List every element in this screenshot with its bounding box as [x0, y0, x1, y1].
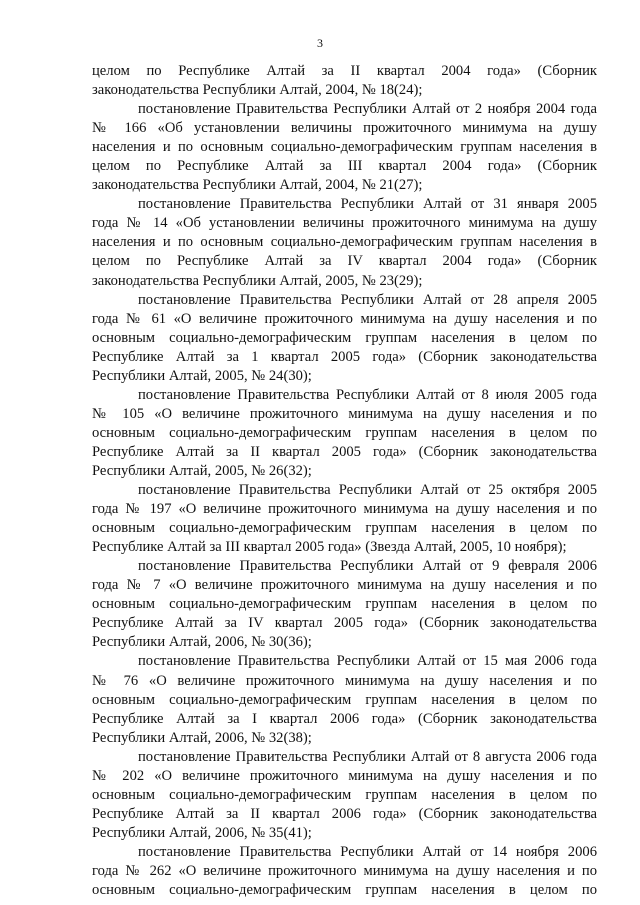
paragraph-resolution — [92, 291, 597, 386]
paragraph-resolution — [92, 100, 597, 195]
text-line: № 166 «Об установлении величины прожиточного минимума на душу — [92, 120, 597, 137]
text-line: Республике Алтай за IV квартал 2005 года» (Сборник законодательства — [92, 615, 597, 632]
paragraph-resolution — [92, 386, 597, 481]
text-line: законодательства Республики Алтай, 2005, № 23(29); — [92, 272, 423, 289]
text-line: постановление Правительства Республики Алтай от 28 апреля 2005 — [138, 291, 597, 308]
text-line: постановление Правительства Республики Алтай от 8 августа 2006 года — [138, 748, 597, 765]
text-line: года № 61 «О величине прожиточного минимума на душу населения и по — [92, 310, 597, 327]
text-line: постановление Правительства Республики Алтай от 9 февраля 2006 — [138, 558, 597, 575]
text-line: Республике Алтай за III квартал 2005 года» (Звезда Алтай, 2005, 10 ноября); — [92, 539, 567, 556]
text-line: Республики Алтай, 2005, № 24(30); — [92, 367, 312, 384]
text-line: Республики Алтай, 2006, № 35(41); — [92, 824, 312, 841]
text-line: Республике Алтай за II квартал 2006 года» (Сборник законодательства — [92, 805, 597, 822]
text-line: Республики Алтай, 2006, № 32(38); — [92, 729, 312, 746]
text-line: населения и по основным социально-демографическим группам населения в — [92, 234, 597, 251]
paragraph-resolution — [92, 748, 597, 843]
text-line: года № 7 «О величине прожиточного минимума на душу населения и по — [92, 577, 597, 594]
text-line: № 202 «О величине прожиточного минимума на душу населения и по — [92, 767, 597, 784]
text-line: населения и по основным социально-демографическим группам населения в — [92, 139, 597, 156]
text-line: законодательства Республики Алтай, 2004, № 18(24); — [92, 82, 423, 99]
text-line: постановление Правительства Республики Алтай от 31 января 2005 — [138, 196, 597, 213]
text-line: Республике Алтай за I квартал 2006 года» (Сборник законодательства — [92, 710, 597, 727]
page-number: 3 — [317, 36, 323, 50]
text-line: основным социально-демографическим группам населения в целом по — [92, 882, 597, 899]
text-line: № 105 «О величине прожиточного минимума на душу населения и по — [92, 405, 597, 422]
document-body — [92, 62, 597, 900]
text-line: основным социально-демографическим группам населения в целом по — [92, 786, 597, 803]
text-line: Республики Алтай, 2006, № 30(36); — [92, 634, 312, 651]
paragraph-resolution — [92, 557, 597, 652]
text-line: постановление Правительства Республики Алтай от 15 мая 2006 года — [138, 653, 597, 670]
paragraph-continuation — [92, 62, 597, 100]
text-line: основным социально-демографическим группам населения в целом по — [92, 424, 597, 441]
text-line: основным социально-демографическим группам населения в целом по — [92, 329, 597, 346]
text-line: № 76 «О величине прожиточного минимума на душу населения и по — [92, 672, 597, 689]
text-line: Республике Алтай за 1 квартал 2005 года» (Сборник законодательства — [92, 348, 597, 365]
paragraph-resolution — [92, 652, 597, 747]
paragraph-resolution — [92, 481, 597, 557]
text-line: основным социально-демографическим группам населения в целом по — [92, 691, 597, 708]
text-line: постановление Правительства Республики Алтай от 2 ноября 2004 года — [138, 101, 597, 118]
paragraph-resolution — [92, 843, 597, 900]
paragraph-resolution — [92, 195, 597, 290]
text-line: законодательства Республики Алтай, 2004, № 21(27); — [92, 177, 423, 194]
text-line: года № 262 «О величине прожиточного минимума на душу населения и по — [92, 862, 597, 879]
text-line: основным социально-демографическим группам населения в целом по — [92, 596, 597, 613]
text-line: целом по Республике Алтай за IV квартал 2004 года» (Сборник — [92, 253, 597, 270]
text-line: постановление Правительства Республики Алтай от 25 октября 2005 — [138, 482, 597, 499]
text-line: Республике Алтай за II квартал 2005 года» (Сборник законодательства — [92, 443, 597, 460]
text-line: Республики Алтай, 2005, № 26(32); — [92, 462, 312, 479]
text-line: года № 197 «О величине прожиточного минимума на душу населения и по — [92, 501, 597, 518]
text-line: целом по Республике Алтай за II квартал 2004 года» (Сборник — [92, 63, 597, 79]
text-line: постановление Правительства Республики Алтай от 8 июля 2005 года — [138, 386, 597, 403]
text-line: постановление Правительства Республики Алтай от 14 ноября 2006 — [138, 843, 597, 860]
text-line: основным социально-демографическим группам населения в целом по — [92, 520, 597, 537]
text-line: целом по Республике Алтай за III квартал 2004 года» (Сборник — [92, 158, 597, 175]
text-line: года № 14 «Об установлении величины прожиточного минимума на душу — [92, 215, 597, 232]
